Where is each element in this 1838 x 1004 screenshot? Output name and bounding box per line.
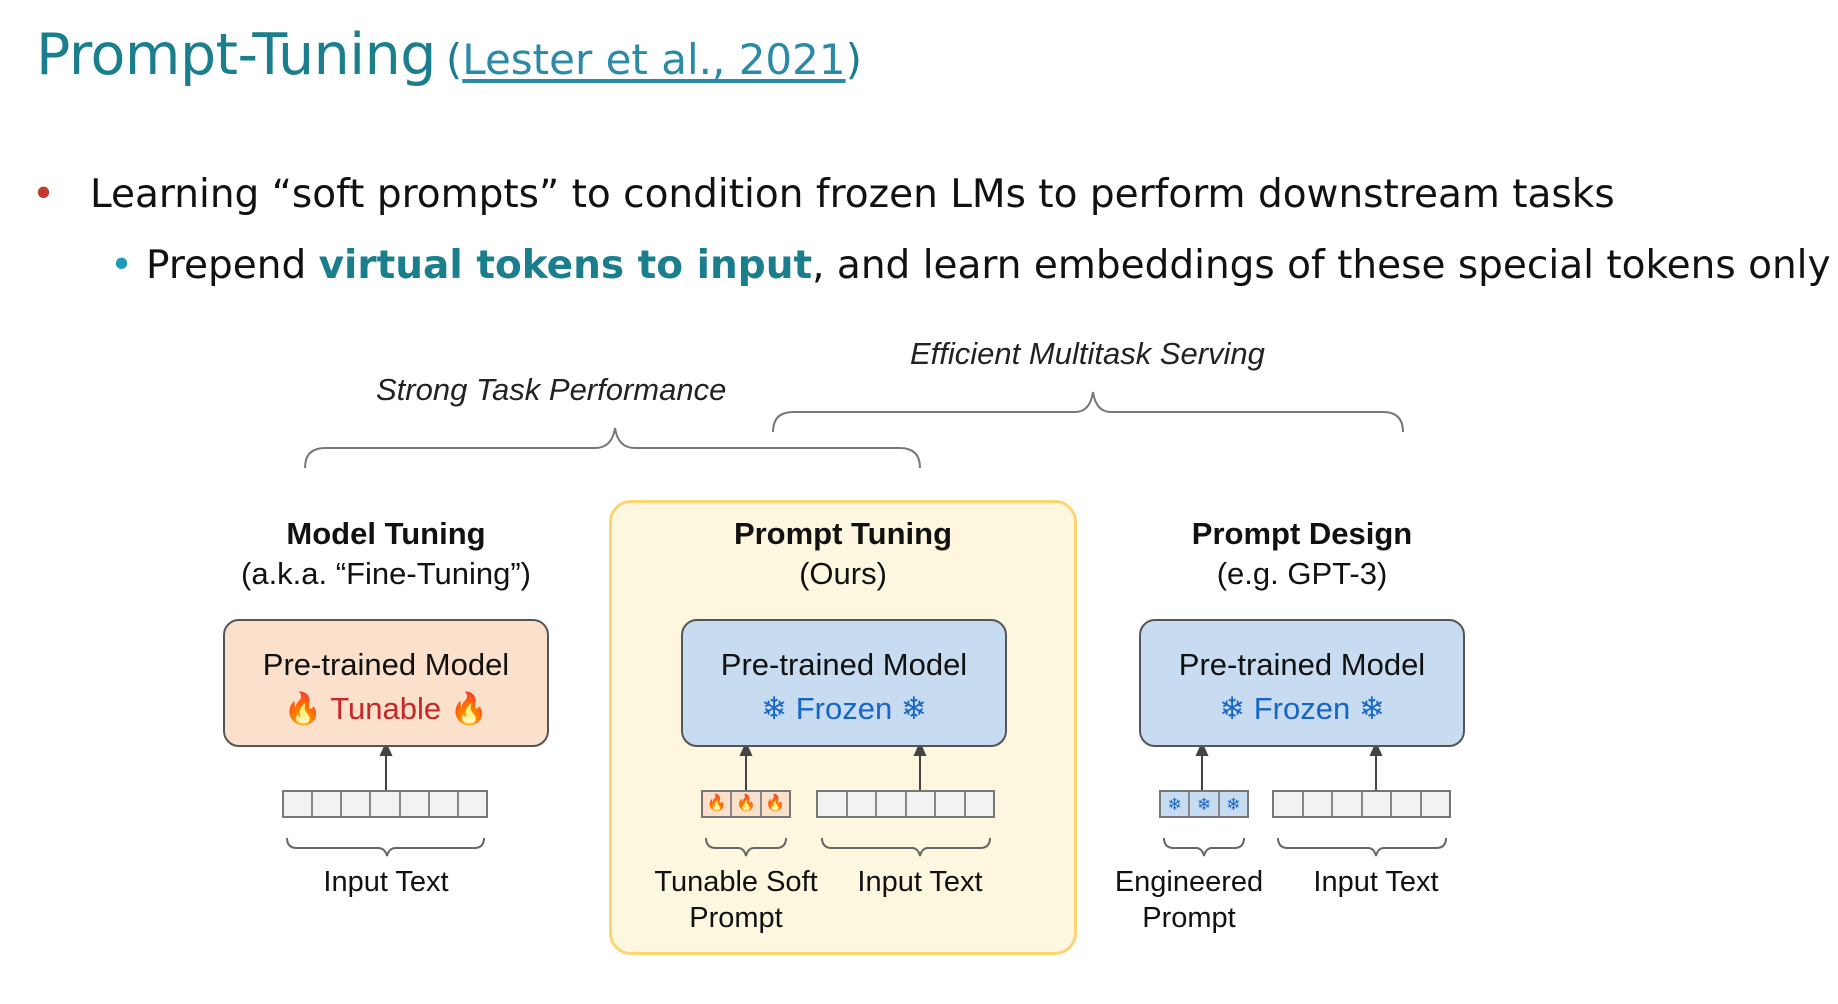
input-token bbox=[818, 792, 848, 816]
snowflake-icon: ❄ bbox=[900, 691, 927, 726]
title-text: Prompt-Tuning bbox=[36, 22, 436, 88]
model-tuning-input-tokens bbox=[282, 790, 488, 818]
engineered-prompt-token bbox=[1220, 792, 1247, 816]
prompt-design-title: Prompt Design bbox=[1191, 516, 1413, 551]
input-token bbox=[848, 792, 878, 816]
arrow-prompt-tuning-prompt bbox=[741, 744, 751, 790]
prompt-tuning-state bbox=[683, 687, 1005, 731]
soft-prompt-caption bbox=[636, 864, 836, 936]
model-tuning-heading bbox=[176, 514, 596, 594]
arrow-prompt-design-input bbox=[1371, 744, 1381, 790]
underbrace-pd-input bbox=[1278, 838, 1446, 856]
fire-icon: 🔥 bbox=[283, 691, 323, 726]
bullet-1-text: Learning “soft prompts” to condition frozen LMs to perform downstream tasks bbox=[90, 172, 1615, 217]
input-token bbox=[936, 792, 966, 816]
input-token bbox=[1422, 792, 1450, 816]
underbrace-pt-prompt bbox=[706, 838, 786, 856]
prompt-design-state bbox=[1141, 687, 1463, 731]
snowflake-icon: ❄ bbox=[1358, 691, 1385, 726]
engineered-prompt-caption bbox=[1089, 864, 1289, 936]
bullet-2-marker: • bbox=[110, 243, 134, 288]
strong-brace bbox=[305, 428, 920, 468]
soft-prompt-token bbox=[703, 792, 732, 816]
input-token bbox=[284, 792, 313, 816]
soft-prompt-token bbox=[732, 792, 761, 816]
input-token bbox=[877, 792, 907, 816]
underbrace-pt-input bbox=[822, 838, 990, 856]
efficient-multitask-serving-label: Efficient Multitask Serving bbox=[910, 336, 1265, 371]
snowflake-icon: ❄ bbox=[1219, 691, 1246, 726]
model-tuning-state-label: Tunable bbox=[330, 691, 442, 726]
input-token bbox=[1274, 792, 1304, 816]
prompt-tuning-model-box bbox=[681, 619, 1007, 747]
arrow-prompt-design-prompt bbox=[1197, 744, 1207, 790]
strong-task-performance-label: Strong Task Performance bbox=[376, 372, 727, 407]
underbrace-pd-prompt bbox=[1164, 838, 1244, 856]
citation-open-paren: ( bbox=[445, 35, 463, 84]
input-token bbox=[1392, 792, 1422, 816]
prompt-tuning-model-name: Pre-trained Model bbox=[720, 647, 968, 682]
prompt-design-input-caption: Input Text bbox=[1313, 866, 1439, 898]
prompt-design-model-name: Pre-trained Model bbox=[1178, 647, 1426, 682]
prompt-tuning-title: Prompt Tuning bbox=[733, 516, 953, 551]
prompt-design-subtitle: (e.g. GPT-3) bbox=[1216, 556, 1388, 591]
prompt-design-model-box bbox=[1139, 619, 1465, 747]
prompt-tuning-input-tokens bbox=[816, 790, 995, 818]
input-token bbox=[966, 792, 994, 816]
prompt-design-state-label: Frozen bbox=[1253, 691, 1351, 726]
underbrace-mt-input bbox=[287, 838, 484, 856]
soft-prompt-token bbox=[762, 792, 789, 816]
input-token bbox=[313, 792, 342, 816]
model-tuning-input-caption: Input Text bbox=[323, 866, 449, 898]
fire-icon: 🔥 bbox=[706, 795, 727, 812]
engineered-prompt-caption-line-1: Engineered bbox=[1114, 866, 1264, 898]
bullet-2-pre: Prepend bbox=[146, 243, 319, 288]
input-token bbox=[371, 792, 400, 816]
prompt-design-input-tokens bbox=[1272, 790, 1451, 818]
model-tuning-subtitle: (a.k.a. “Fine-Tuning”) bbox=[241, 556, 531, 591]
model-tuning-model-box bbox=[223, 619, 549, 747]
engineered-prompt-tokens bbox=[1159, 790, 1249, 818]
model-tuning-model-name: Pre-trained Model bbox=[262, 647, 510, 682]
citation-link[interactable]: Lester et al., 2021 bbox=[462, 35, 846, 84]
input-token bbox=[430, 792, 459, 816]
prompt-design-heading bbox=[1092, 514, 1512, 594]
engineered-prompt-caption-line-2: Prompt bbox=[1142, 902, 1236, 934]
input-token bbox=[907, 792, 937, 816]
arrow-prompt-tuning-input bbox=[915, 744, 925, 790]
bullet-2-post: , and learn embeddings of these special tokens only bbox=[812, 243, 1831, 288]
arrow-model-tuning bbox=[381, 744, 391, 790]
input-token bbox=[401, 792, 430, 816]
snowflake-icon: ❄ bbox=[1226, 794, 1241, 814]
fire-icon: 🔥 bbox=[449, 691, 489, 726]
input-token bbox=[342, 792, 371, 816]
engineered-prompt-token bbox=[1161, 792, 1190, 816]
prompt-tuning-subtitle: (Ours) bbox=[799, 556, 887, 591]
snowflake-icon: ❄ bbox=[1196, 794, 1212, 814]
input-token bbox=[1333, 792, 1363, 816]
soft-prompt-caption-line-1: Tunable Soft bbox=[654, 866, 818, 898]
model-tuning-state bbox=[225, 687, 547, 731]
prompt-tuning-input-caption: Input Text bbox=[857, 866, 983, 898]
efficient-brace bbox=[773, 392, 1403, 432]
fire-icon: 🔥 bbox=[765, 795, 786, 812]
prompt-tuning-state-label: Frozen bbox=[795, 691, 893, 726]
soft-prompt-tokens bbox=[701, 790, 791, 818]
bullet-1-marker: • bbox=[32, 172, 56, 217]
bullet-2-highlight: virtual tokens to input bbox=[318, 243, 813, 288]
input-token bbox=[459, 792, 486, 816]
soft-prompt-caption-line-2: Prompt bbox=[689, 902, 783, 934]
engineered-prompt-token bbox=[1190, 792, 1219, 816]
model-tuning-title: Model Tuning bbox=[286, 516, 486, 551]
prompt-tuning-heading bbox=[633, 514, 1053, 594]
snowflake-icon: ❄ bbox=[1167, 794, 1182, 814]
input-token bbox=[1304, 792, 1334, 816]
fire-icon: 🔥 bbox=[736, 795, 756, 812]
citation-close-paren: ) bbox=[845, 35, 862, 84]
input-token bbox=[1363, 792, 1393, 816]
snowflake-icon: ❄ bbox=[761, 691, 788, 726]
